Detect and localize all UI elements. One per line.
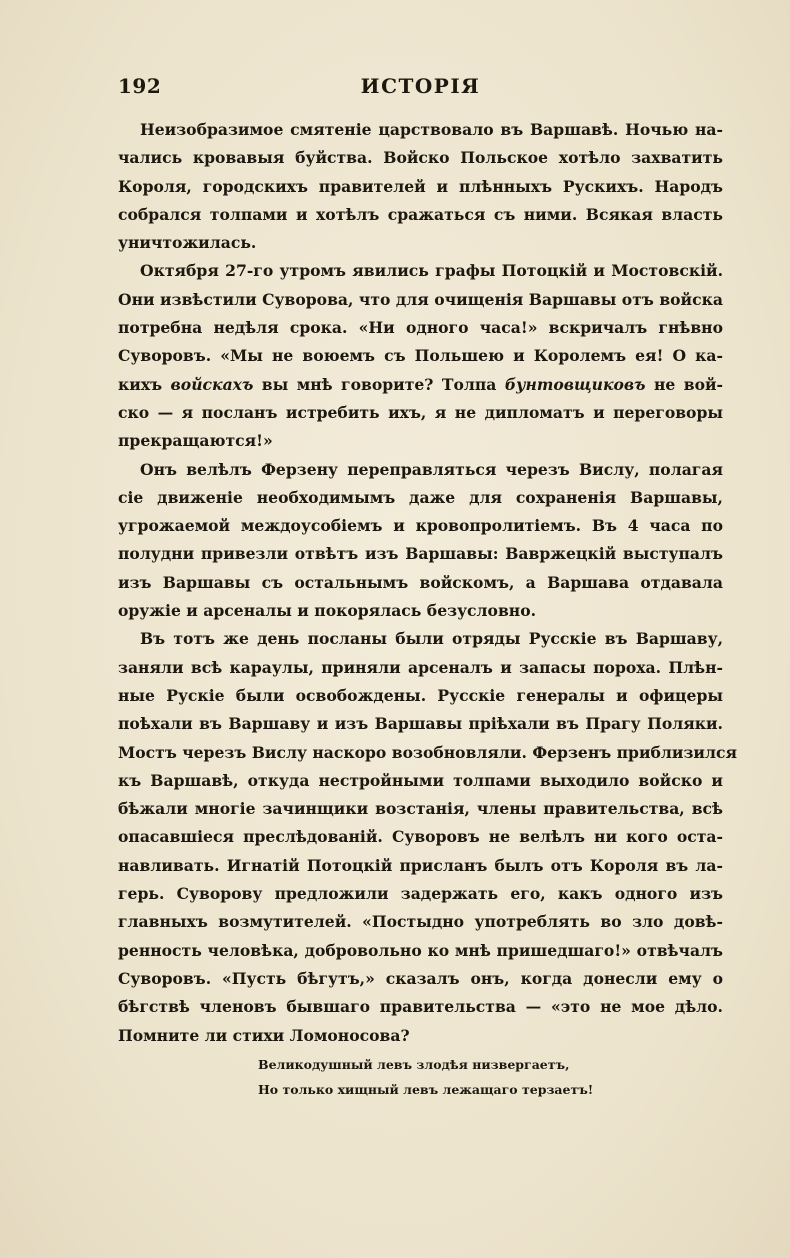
text-line: ные Рускіе были освобождены. Русскіе генералы и офицеры bbox=[118, 685, 723, 705]
text-line: изъ Варшавы съ остальнымъ войскомъ, а Варшава отдавала bbox=[118, 572, 723, 592]
text-line: прекращаются!» bbox=[118, 431, 273, 451]
text-line: Октября 27-го утромъ явились графы Потоцкій и Мостовскій. bbox=[140, 261, 723, 281]
text-line: полудни привезли отвѣтъ изъ Варшавы: Вавржецкій выступалъ bbox=[118, 544, 723, 564]
text-line: угрожаемой междоусобіемъ и кровопролитіемъ. Въ 4 часа по bbox=[118, 516, 723, 536]
text-line: Они извѣстили Суворова, что для очищенія Варшавы отъ войска bbox=[118, 289, 723, 309]
text-line: Онъ велѣлъ Ферзену переправляться черезъ Вислу, полагая bbox=[140, 459, 723, 479]
text-line: потребна недѣля срока. «Ни одного часа!» вскричалъ гнѣвно bbox=[118, 318, 723, 338]
text-line: Въ тотъ же день посланы были отряды Русскіе въ Варшаву, bbox=[140, 629, 723, 649]
verse-quote bbox=[258, 1052, 618, 1102]
italic-word: бунтовщиковъ bbox=[504, 374, 646, 394]
text-line: заняли всѣ караулы, приняли арсеналъ и запасы пороха. Плѣн- bbox=[118, 657, 723, 677]
text-line-with-italics bbox=[118, 371, 723, 399]
text-line: уничтожилась. bbox=[118, 233, 257, 253]
italic-word: войскахъ bbox=[170, 374, 254, 394]
text-line: навливать. Игнатій Потоцкій присланъ былъ отъ Короля въ ла- bbox=[118, 855, 723, 875]
verse-line: Но только хищный левъ лежащаго терзаетъ! bbox=[258, 1082, 594, 1097]
text-line: ренность человѣка, добровольно ко мнѣ пришедшаго!» отвѣчалъ bbox=[118, 940, 723, 960]
text-segment: кихъ bbox=[118, 374, 171, 394]
text-line: Помните ли стихи Ломоносова? bbox=[118, 1025, 410, 1045]
text-line: Суворовъ. «Пусть бѣгутъ,» сказалъ онъ, когда донесли ему о bbox=[118, 968, 723, 988]
text-segment: не вой- bbox=[645, 374, 724, 394]
text-line: бѣгствѣ членовъ бывшаго правительства — «это не мое дѣло. bbox=[118, 997, 723, 1017]
text-line: Неизобразимое смятеніе царствовало въ Варшавѣ. Ночью на- bbox=[140, 120, 723, 139]
text-line: чались кровавыя буйства. Войско Польское хотѣло захватить bbox=[118, 148, 723, 168]
text-line: опасавшіеся преслѣдованій. Суворовъ не велѣлъ ни кого оста- bbox=[118, 827, 723, 847]
text-line: Суворовъ. «Мы не воюемъ съ Польшею и Королемъ ея! О ка- bbox=[118, 346, 723, 366]
text-line: ско — я посланъ истребить ихъ, я не дипломатъ и переговоры bbox=[118, 402, 723, 422]
text-segment: вы мнѣ говорите? Толпа bbox=[253, 374, 505, 394]
text-line: къ Варшавѣ, откуда нестройными толпами выходило войско и bbox=[118, 770, 723, 790]
text-line: сіе движеніе необходимымъ даже для сохраненія Варшавы, bbox=[118, 487, 723, 507]
text-line: собрался толпами и хотѣлъ сражаться съ ними. Всякая власть bbox=[118, 204, 723, 224]
page-number: 192 bbox=[118, 74, 162, 98]
text-line: Мостъ черезъ Вислу наскоро возобновляли. Ферзенъ приблизился bbox=[118, 742, 738, 762]
text-line: главныхъ возмутителей. «Постыдно употреблять во зло довѣ- bbox=[118, 912, 723, 932]
text-line: поѣхали въ Варшаву и изъ Варшавы пріѣхали въ Прагу Поляки. bbox=[118, 714, 723, 734]
verse-line: Великодушный левъ злодѣя низвергаетъ, bbox=[258, 1057, 570, 1072]
page-header bbox=[118, 74, 723, 104]
text-line: бѣжали многіе зачинщики возстанія, члены правительства, всѣ bbox=[118, 799, 723, 819]
body-text bbox=[118, 116, 738, 1050]
text-line: оружіе и арсеналы и покорялась безусловно. bbox=[118, 601, 537, 621]
text-line: Короля, городскихъ правителей и плѣнныхъ Рускихъ. Народъ bbox=[118, 176, 723, 196]
text-line: герь. Суворову предложили задержать его, какъ одного изъ bbox=[118, 884, 723, 904]
running-title: ИСТОРІЯ bbox=[360, 74, 481, 98]
